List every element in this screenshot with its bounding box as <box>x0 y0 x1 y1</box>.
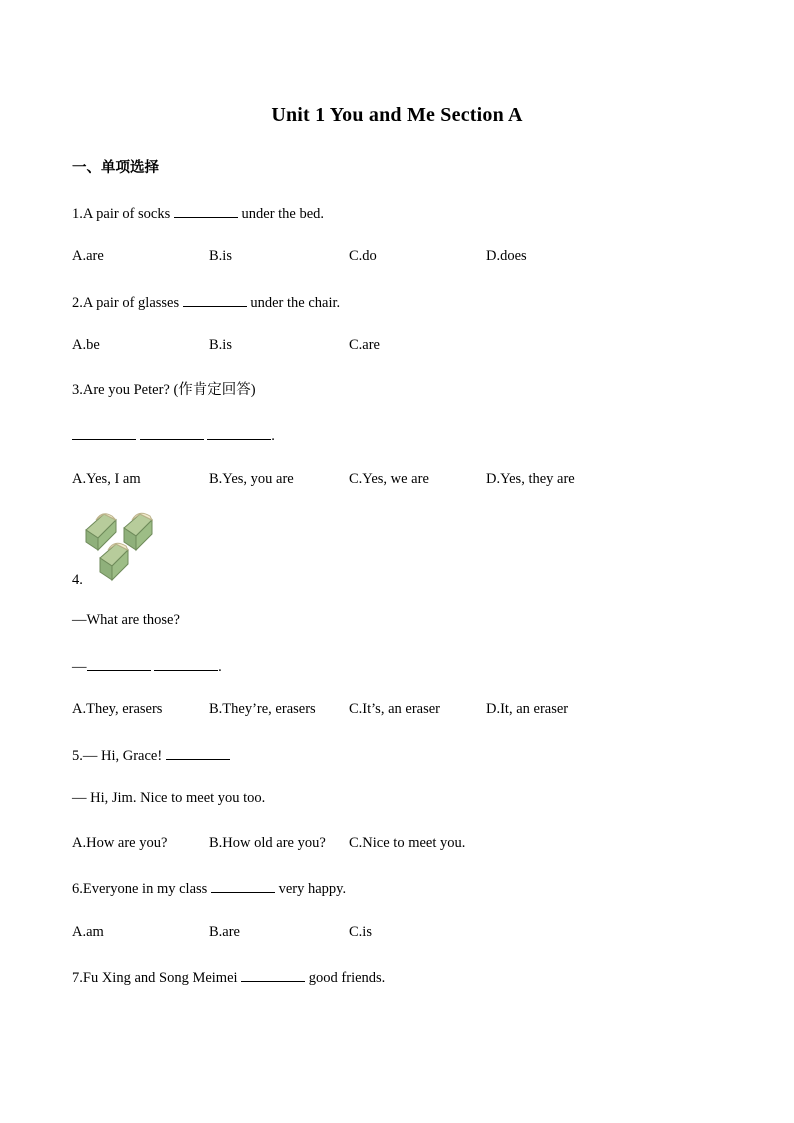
option-b: B.Yes, you are <box>209 471 294 487</box>
option-b: B.is <box>209 337 232 353</box>
question-2 <box>72 292 340 312</box>
option-a: A.How are you? <box>72 835 168 851</box>
question-6-text-pre: 6.Everyone in my class <box>72 881 211 897</box>
option-c: C.is <box>349 924 372 940</box>
question-1 <box>72 203 324 223</box>
question-5-line-1 <box>72 745 230 765</box>
question-4-number: 4. <box>72 572 83 588</box>
answer-blank <box>87 656 151 671</box>
dash-prefix: — <box>72 659 87 675</box>
option-b: B.How old are you? <box>209 835 326 851</box>
question-7-text-pre: 7.Fu Xing and Song Meimei <box>72 970 242 986</box>
eraser-icon <box>100 543 128 580</box>
option-a: A.They, erasers <box>72 701 163 717</box>
answer-blank <box>207 425 271 440</box>
answer-blank <box>211 878 275 893</box>
eraser-icon <box>124 513 152 550</box>
option-c: C.Nice to meet you. <box>349 835 466 851</box>
option-c: C.do <box>349 248 377 264</box>
eraser-icon <box>86 514 116 550</box>
page-title: Unit 1 You and Me Section A <box>271 104 523 126</box>
question-1-text-pre: 1.A pair of socks <box>72 206 174 222</box>
answer-blank <box>241 967 305 982</box>
option-a: A.Yes, I am <box>72 471 141 487</box>
section-heading: 一、单项选择 <box>72 160 159 176</box>
question-3: 3.Are you Peter? (作肯定回答) <box>72 382 256 398</box>
erasers-image <box>80 508 160 584</box>
option-a: A.are <box>72 248 104 264</box>
blank-end-punctuation: . <box>218 659 222 675</box>
question-6-text-post: very happy. <box>274 881 347 897</box>
answer-blank <box>166 745 230 760</box>
option-c: C.are <box>349 337 380 353</box>
answer-blank <box>140 425 204 440</box>
option-b: B.They’re, erasers <box>209 701 316 717</box>
question-4-line-1: —What are those? <box>72 612 180 628</box>
option-d: D.Yes, they are <box>486 471 575 487</box>
option-a: A.be <box>72 337 100 353</box>
question-1-text-post: under the bed. <box>237 206 325 222</box>
question-5-text: 5.— Hi, Grace! <box>72 748 166 764</box>
question-5-line-2: — Hi, Jim. Nice to meet you too. <box>72 790 266 806</box>
question-2-text-post: under the chair. <box>246 295 341 311</box>
answer-blank <box>72 425 136 440</box>
answer-blank <box>154 656 218 671</box>
option-d: D.does <box>486 248 527 264</box>
option-c: C.It’s, an eraser <box>349 701 440 717</box>
option-b: B.is <box>209 248 232 264</box>
question-6 <box>72 878 346 898</box>
question-7 <box>72 967 385 987</box>
answer-blank <box>174 203 238 218</box>
blank-end-punctuation: . <box>271 428 275 444</box>
question-3-answer-blanks <box>72 425 275 445</box>
question-7-text-post: good friends. <box>305 970 386 986</box>
option-a: A.am <box>72 924 104 940</box>
option-c: C.Yes, we are <box>349 471 429 487</box>
option-b: B.are <box>209 924 240 940</box>
question-4-line-2 <box>72 656 222 676</box>
answer-blank <box>183 292 247 307</box>
question-2-text-pre: 2.A pair of glasses <box>72 295 183 311</box>
option-d: D.It, an eraser <box>486 701 569 717</box>
